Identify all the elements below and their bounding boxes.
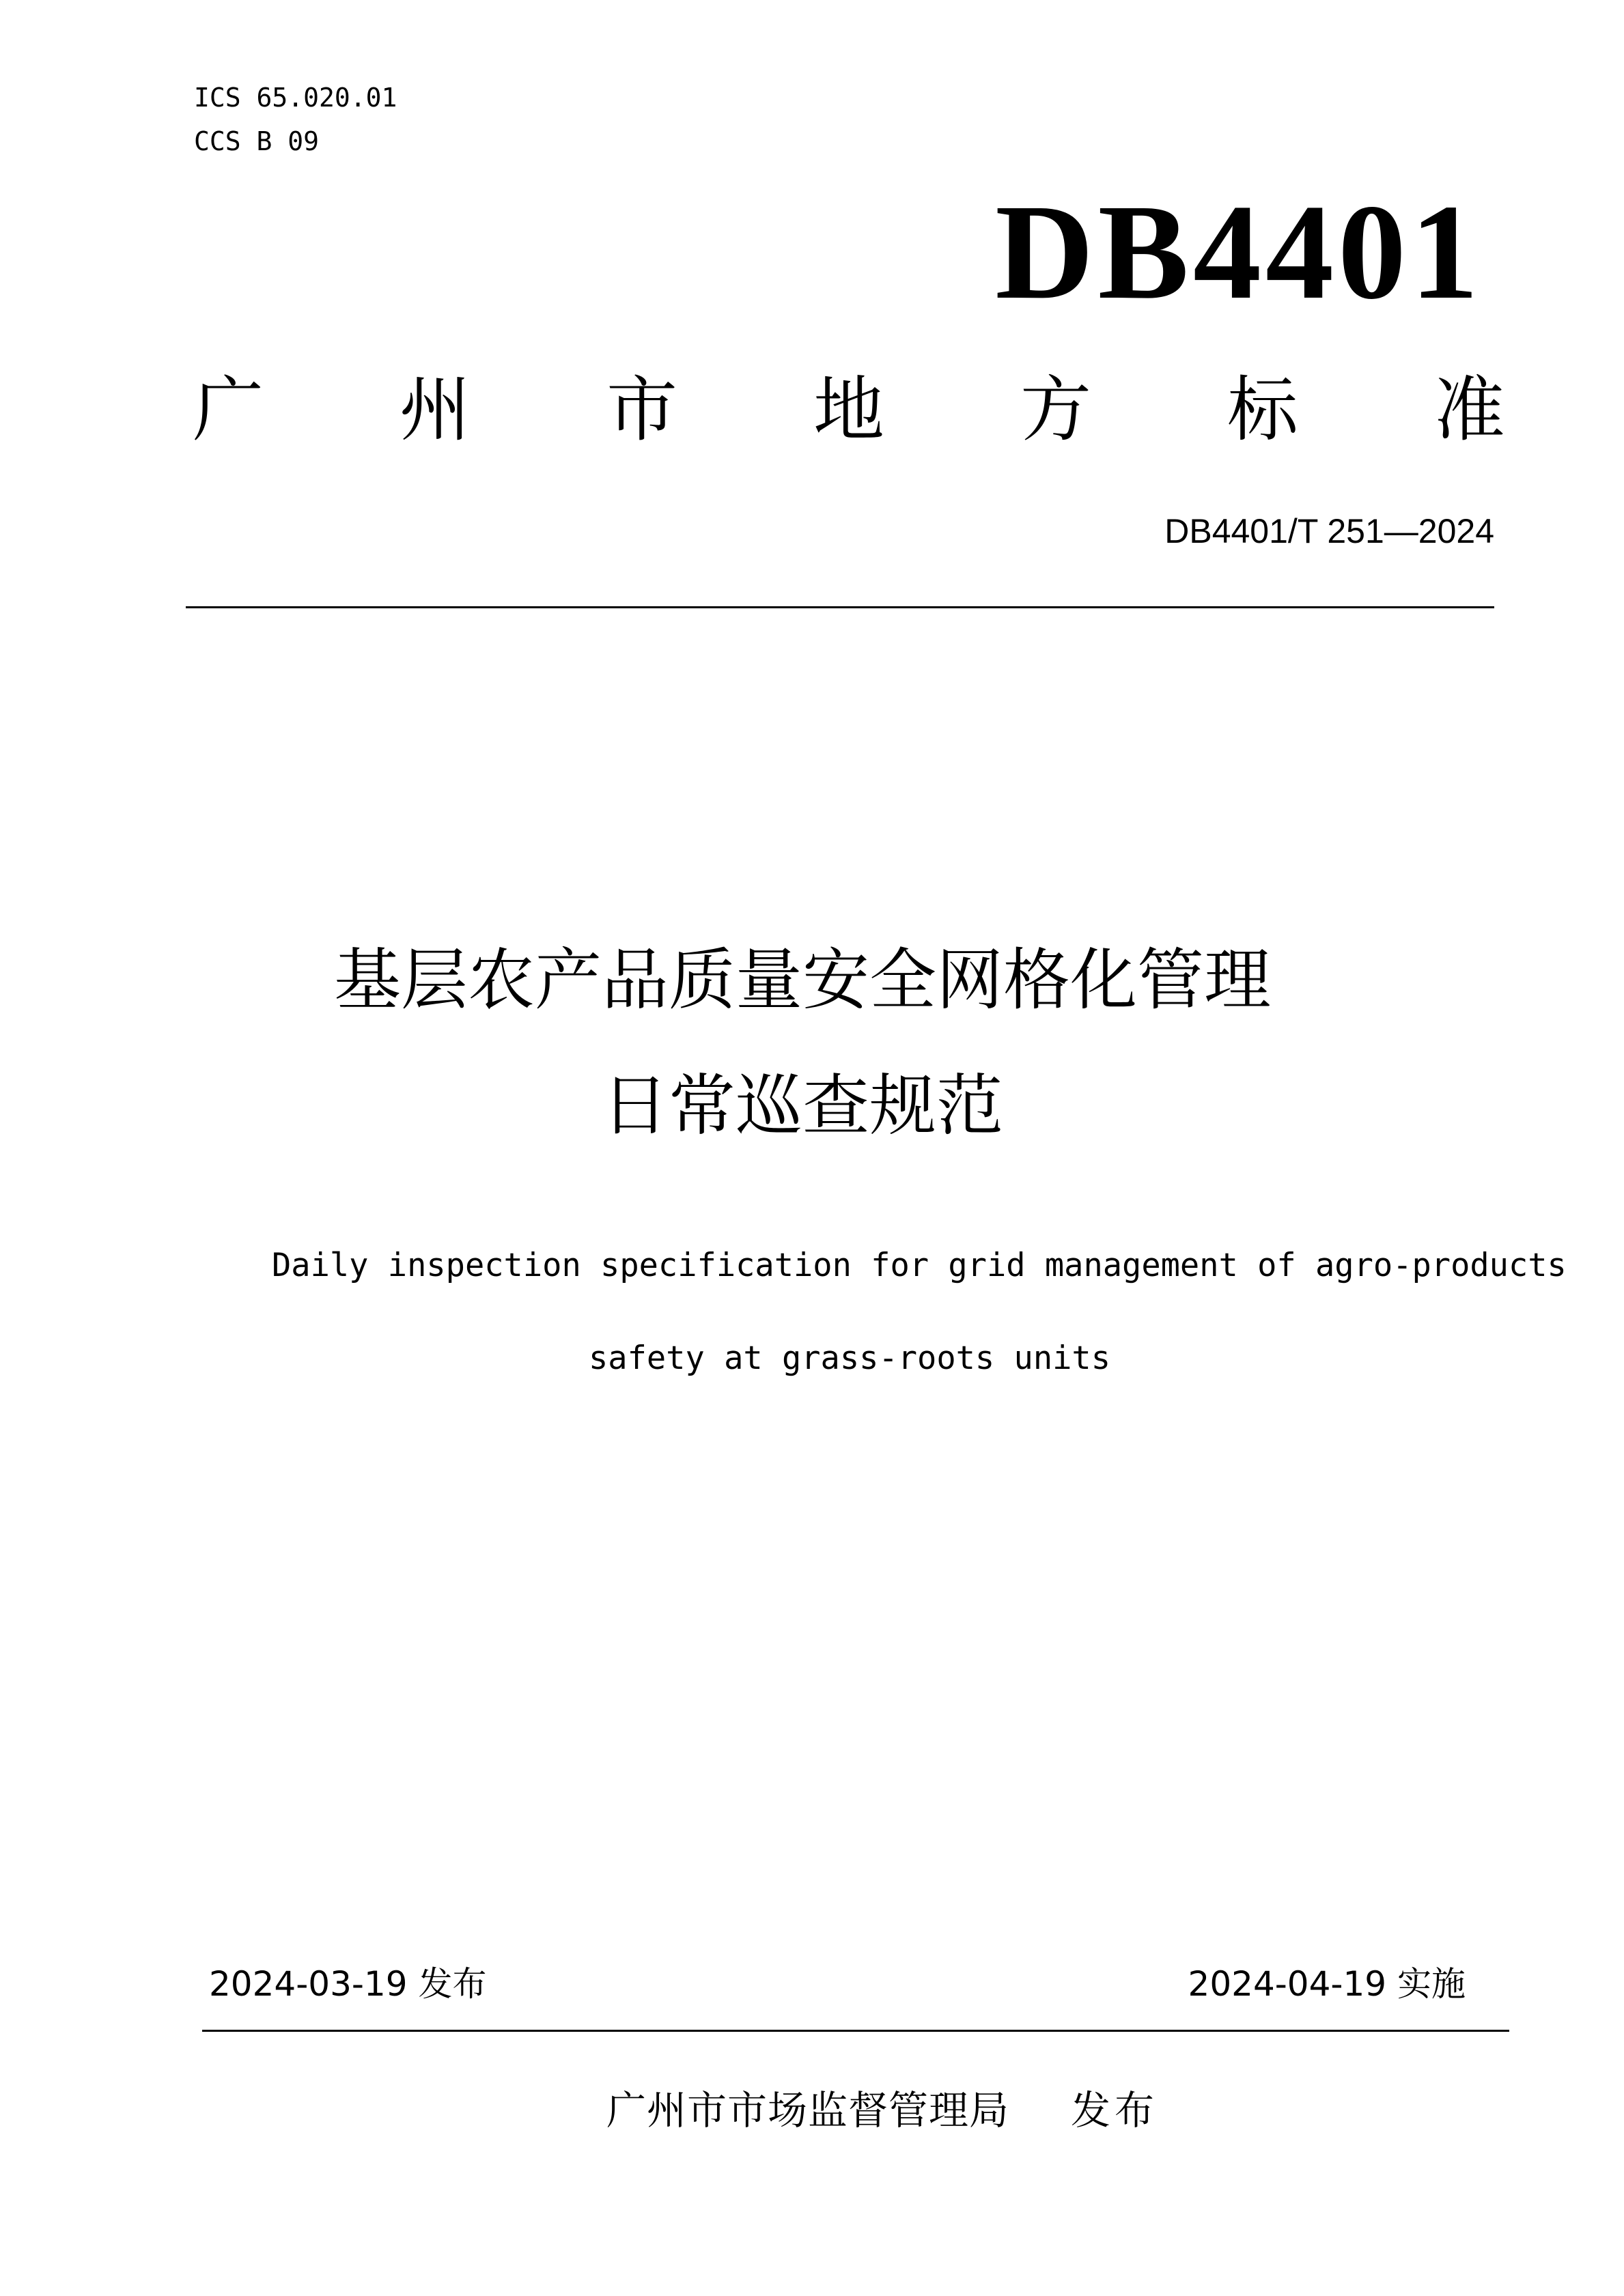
issuer <box>606 2086 1158 2134</box>
standard-type-char: 标 <box>1227 368 1298 451</box>
standard-number: DB4401/T 251—2024 <box>1164 512 1494 550</box>
standard-type-char: 州 <box>399 368 471 451</box>
issuer-action: 发布 <box>1071 2087 1159 2134</box>
top-divider <box>186 606 1494 608</box>
title-chinese-line-2: 日常巡查规范 <box>601 1067 1003 1145</box>
standard-type-char: 准 <box>1433 368 1505 451</box>
standard-type-char: 地 <box>813 368 884 451</box>
ccs-code: CCS B 09 <box>194 126 320 156</box>
title-chinese-line-1: 基层农产品质量安全网格化管理 <box>333 941 1271 1019</box>
standard-type-char: 广 <box>193 368 264 451</box>
ics-code: ICS 65.020.01 <box>194 83 397 113</box>
issuer-name: 广州市市场监督管理局 <box>606 2087 1010 2134</box>
title-english-line-1: Daily inspection specification for grid management of agro-products <box>272 1247 1567 1284</box>
standard-type-char: 方 <box>1020 368 1091 451</box>
standard-type <box>193 369 1505 451</box>
title-english-line-2: safety at grass-roots units <box>589 1340 1111 1377</box>
bottom-divider <box>202 2030 1509 2032</box>
standard-type-char: 市 <box>606 368 677 451</box>
standard-code: DB4401 <box>995 177 1483 328</box>
implement-date: 2024-04-19 实施 <box>1188 1964 1466 2004</box>
publish-date: 2024-03-19 发布 <box>209 1964 487 2004</box>
